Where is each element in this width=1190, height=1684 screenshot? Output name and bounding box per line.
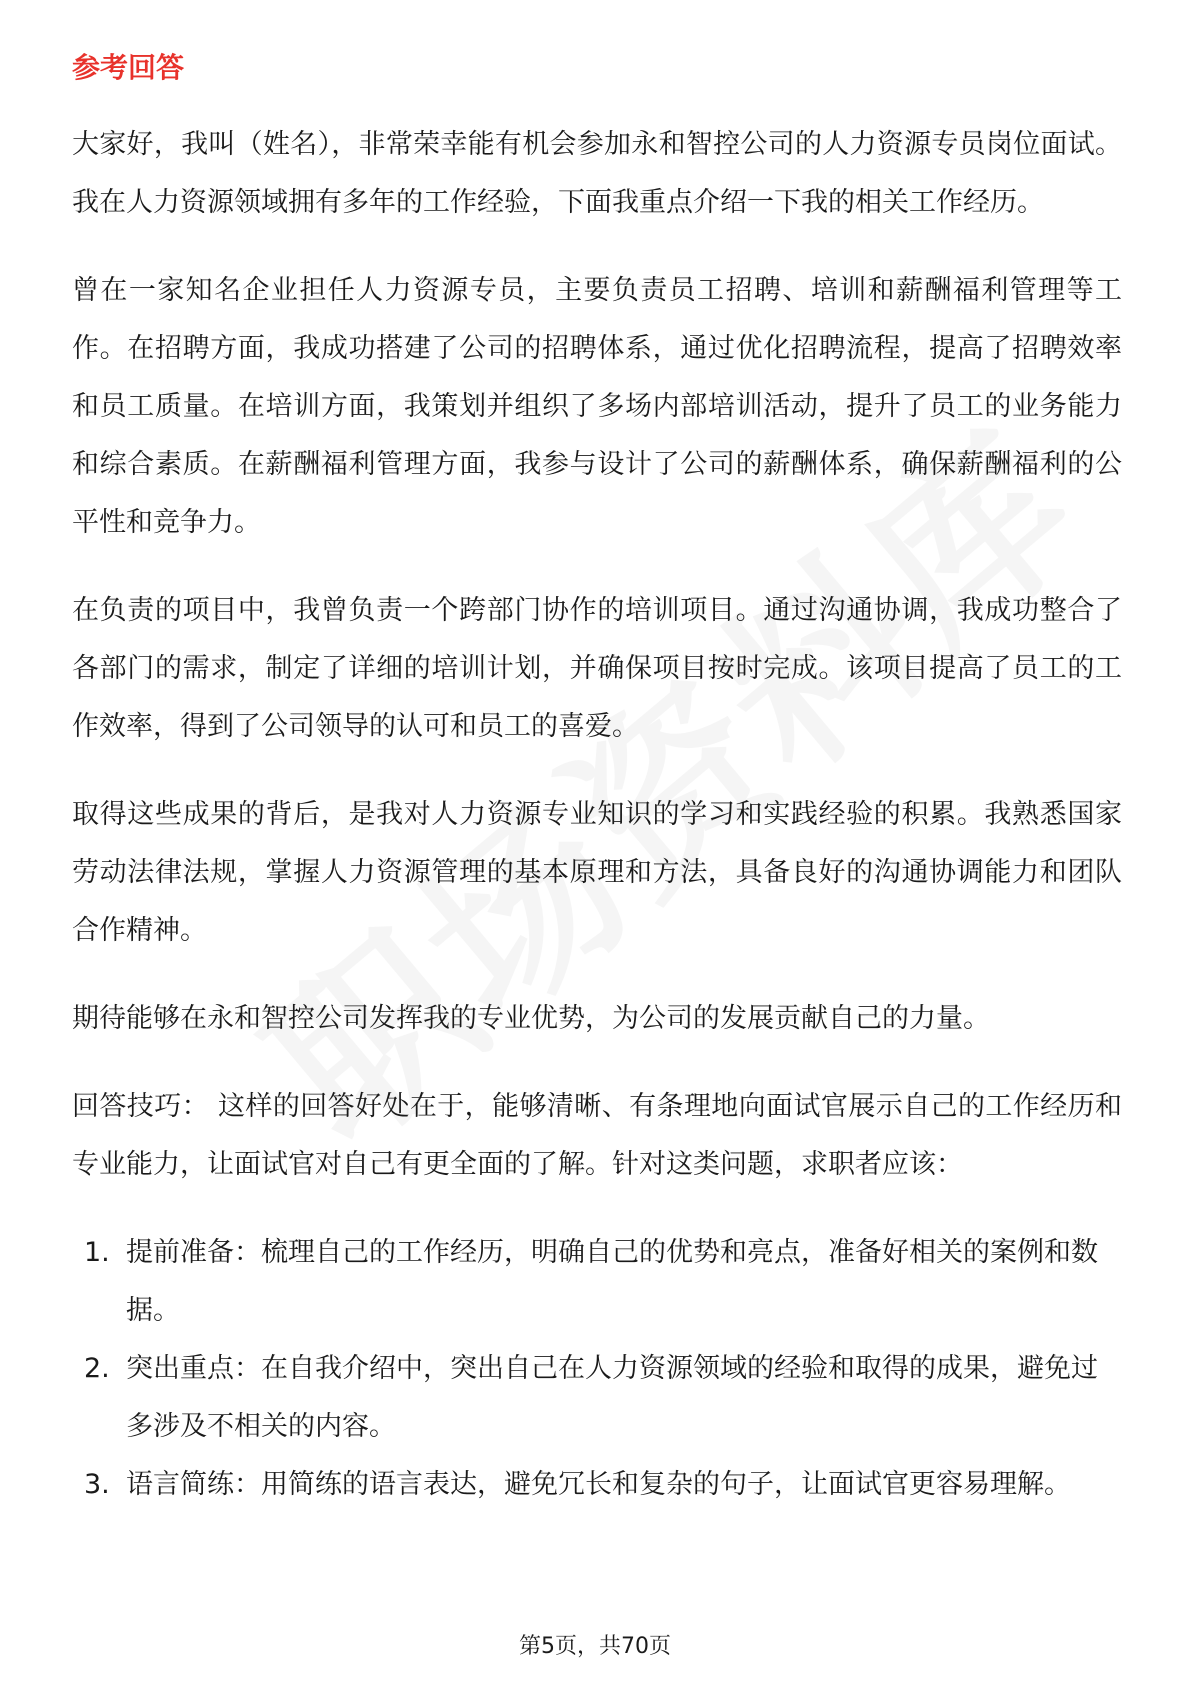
- list-item: [72, 1456, 1122, 1514]
- list-item: [72, 1340, 1122, 1456]
- paragraph-answer-tips: 回答技巧： 这样的回答好处在于，能够清晰、有条理地向面试官展示自己的工作经历和专业能力，让面试官对自己有更全面的了解。针对这类问题，求职者应该：: [72, 1091, 1122, 1180]
- paragraph-experience: 曾在一家知名企业担任人力资源专员，主要负责员工招聘、培训和薪酬福利管理等工作。在招聘方面，我成功搭建了公司的招聘体系，通过优化招聘流程，提高了招聘效率和员工质量。在培训方面，我策划并组织了多场内部培训活动，提升了员工的业务能力和综合素质。在薪酬福利管理方面，我参与设计了公司的薪酬体系，确保薪酬福利的公平性和竞争力。: [72, 275, 1122, 538]
- page-footer: 第5页，共70页: [519, 1634, 671, 1659]
- list-item-text: 语言简练：用简练的语言表达，避免冗长和复杂的句子，让面试官更容易理解。: [126, 1469, 1071, 1500]
- paragraph-project: 在负责的项目中，我曾负责一个跨部门协作的培训项目。通过沟通协调，我成功整合了各部门的需求，制定了详细的培训计划，并确保项目按时完成。该项目提高了员工的工作效率，得到了公司领导的认可和员工的喜爱。: [72, 595, 1122, 742]
- paragraph-intro: 大家好，我叫（姓名），非常荣幸能有机会参加永和智控公司的人力资源专员岗位面试。我在人力资源领域拥有多年的工作经验，下面我重点介绍一下我的相关工作经历。: [72, 129, 1122, 218]
- tips-list: [72, 1224, 1122, 1514]
- list-item-text: 提前准备：梳理自己的工作经历，明确自己的优势和亮点，准备好相关的案例和数据。: [126, 1237, 1098, 1326]
- document-body: [72, 44, 1122, 1514]
- section-heading: 参考回答: [72, 51, 185, 84]
- paragraph-knowledge: 取得这些成果的背后，是我对人力资源专业知识的学习和实践经验的积累。我熟悉国家劳动法律法规，掌握人力资源管理的基本原理和方法，具备良好的沟通协调能力和团队合作精神。: [72, 799, 1122, 946]
- list-item-number: 2.: [84, 1353, 110, 1384]
- list-item: [72, 1224, 1122, 1340]
- list-item-number: 3.: [84, 1469, 110, 1500]
- list-item-text: 突出重点：在自我介绍中，突出自己在人力资源领域的经验和取得的成果，避免过多涉及不相关的内容。: [126, 1353, 1098, 1442]
- list-item-number: 1.: [84, 1237, 110, 1268]
- paragraph-closing: 期待能够在永和智控公司发挥我的专业优势，为公司的发展贡献自己的力量。: [72, 1003, 990, 1034]
